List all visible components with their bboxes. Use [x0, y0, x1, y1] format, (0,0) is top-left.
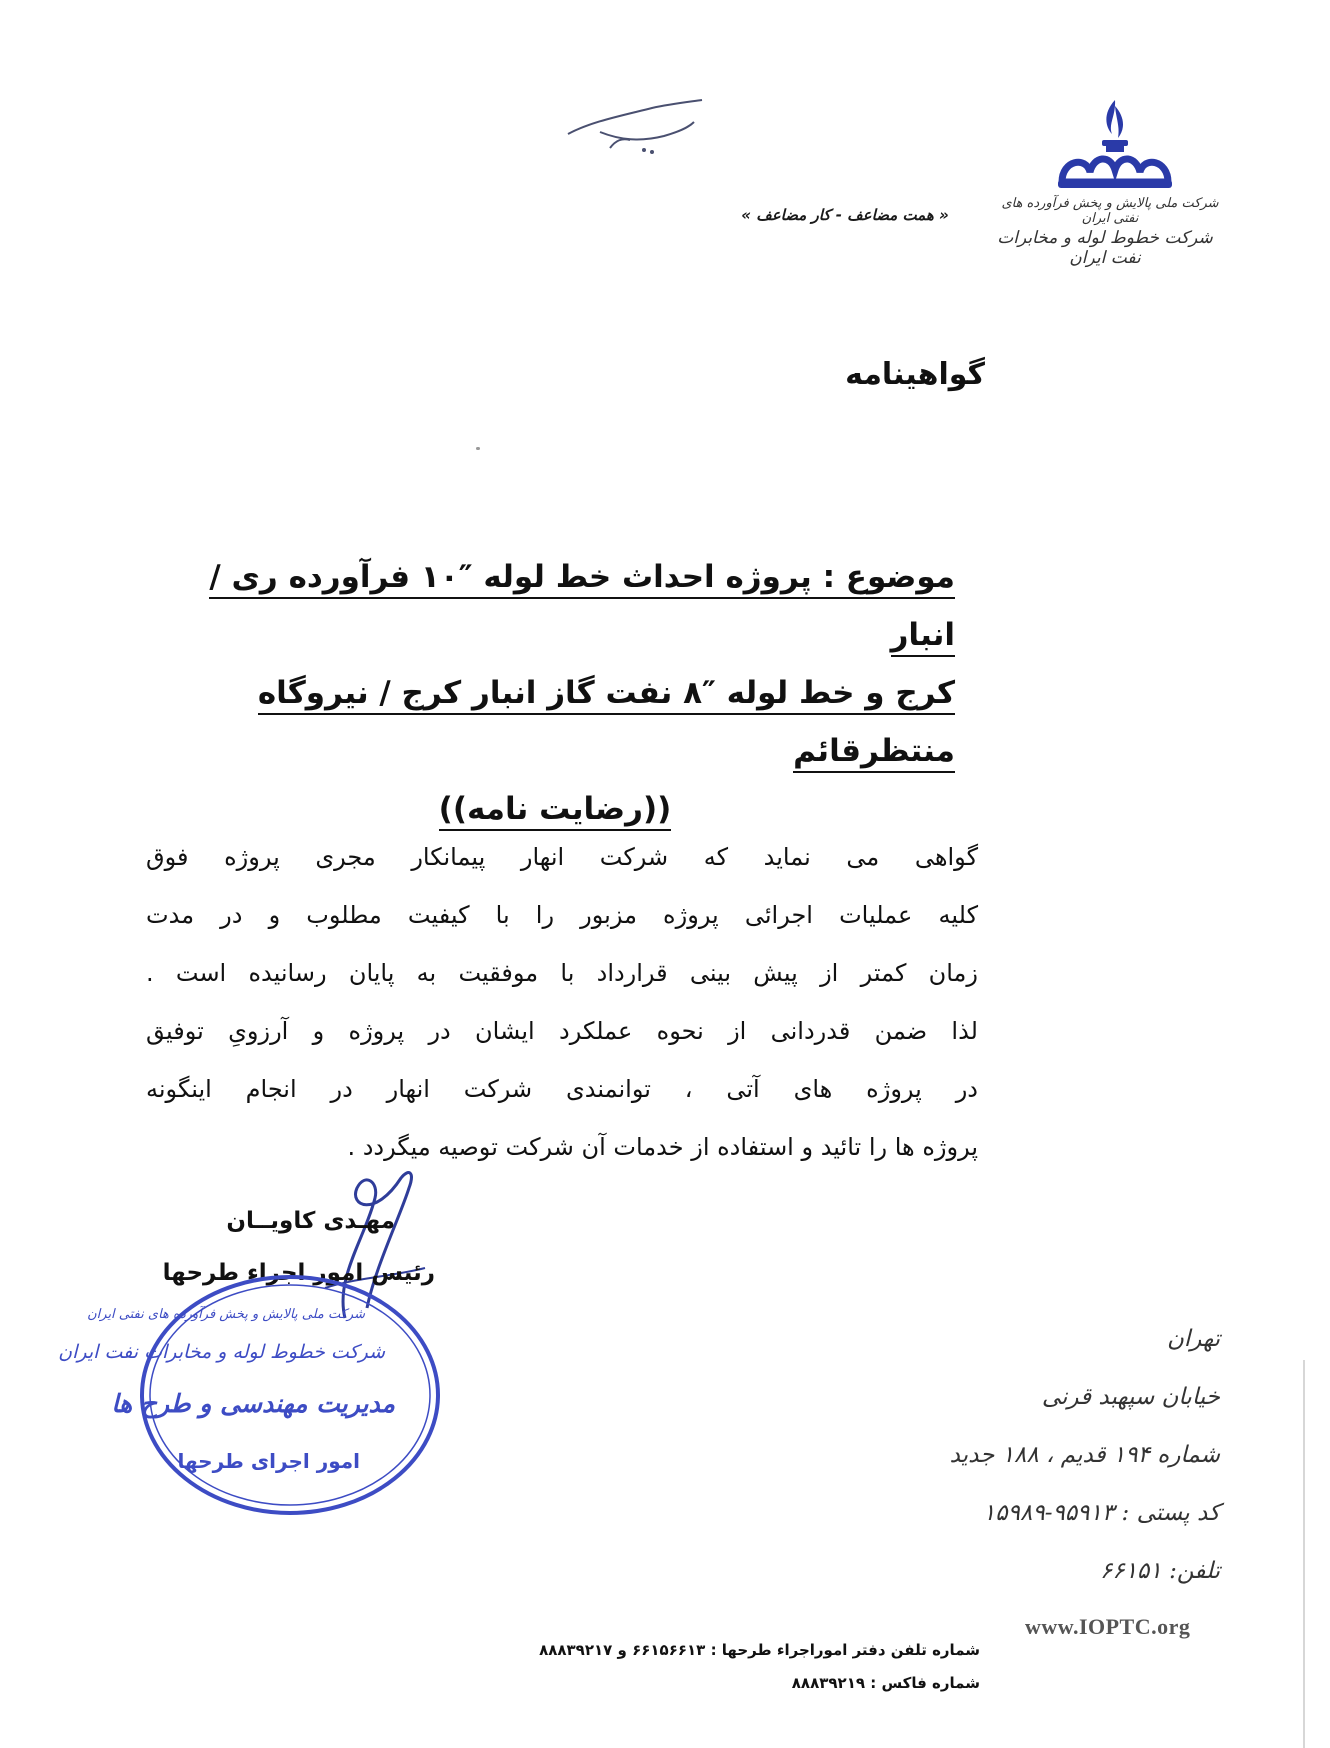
motto-text: « همت مضاعف - کار مضاعف »	[741, 206, 949, 224]
address-city: تهران	[1167, 1326, 1220, 1352]
address-number: شماره ۱۹۴ قدیم ، ۱۸۸ جدید	[949, 1442, 1220, 1468]
subject-line-2: کرج و خط لوله ″۸ نفت گاز انبار کرج / نیروگاه منتظرقائم	[258, 675, 955, 773]
signatory-role: رئیس امور اجراء طرحها	[162, 1260, 435, 1286]
subject-block	[155, 548, 955, 838]
svg-text:شرکت خطوط لوله و مخابرات نفت ا: شرکت خطوط لوله و مخابرات نفت ایران	[58, 1341, 385, 1363]
subject-line-3: ((رضایت نامه))	[439, 791, 672, 831]
document-title: گواهینامه	[845, 357, 985, 392]
scan-edge-line	[1303, 1360, 1305, 1748]
address-street: خیابان سپهبد قرنی	[1041, 1384, 1220, 1410]
svg-text:امور اجرای طرحها: امور اجرای طرحها	[177, 1449, 360, 1473]
footer-contact	[539, 1634, 980, 1700]
company-name-line-2: شرکت خطوط لوله و مخابرات نفت ایران	[997, 228, 1213, 268]
footer-phone-line: شماره تلفن دفتر اموراجراء طرحها : ۶۶۱۵۶۶۱۳ و ۸۸۸۳۹۲۱۷	[539, 1641, 980, 1659]
official-stamp-seal	[58, 1270, 445, 1520]
company-name-line-1: شرکت ملی پالایش و پخش فرآورده های نفتی ایران	[1001, 196, 1219, 226]
body-line-1: گواهی می نماید که شرکت انهار پیمانکار مجری پروژه فوق	[146, 843, 978, 871]
footer-fax-line: شماره فاکس : ۸۸۸۳۹۲۱۹	[791, 1674, 980, 1692]
svg-text:مدیریت مهندسی و طرح ها: مدیریت مهندسی و طرح ها	[111, 1389, 395, 1418]
website-link[interactable]: www.IOPTC.org	[1025, 1614, 1191, 1639]
body-paragraph	[146, 828, 978, 1176]
body-line-5: در پروژه های آتی ، توانمندی شرکت انهار در انجام اینگونه	[146, 1075, 978, 1103]
address-phone: تلفن: ۶۶۱۵۱	[1100, 1558, 1220, 1584]
address-postal-code: کد پستی : ۹۵۹۱۳-۱۵۹۸۹	[982, 1500, 1220, 1526]
body-line-4: لذا ضمن قدردانی از نحوه عملکرد ایشان در پروژه و آرزویِ توفیق	[146, 1017, 978, 1045]
body-line-2: کلیه عملیات اجرائی پروژه مزبور را با کیفیت مطلوب و در مدت	[146, 901, 978, 929]
flame-logo-icon	[1050, 96, 1180, 196]
subject-line-1: موضوع : پروژه احداث خط لوله ″۱۰ فرآورده ری / انبار	[209, 559, 955, 657]
scan-speck	[476, 447, 480, 450]
svg-text:شرکت ملی پالایش و پخش فرآورده: شرکت ملی پالایش و پخش فرآورده های نفتی ایران	[87, 1307, 365, 1322]
address-block	[950, 1310, 1220, 1600]
signatory-name: مهـدی کاویــان	[226, 1208, 395, 1234]
body-line-6: پروژه ها را تائید و استفاده از خدمات آن شرکت توصیه میگردد .	[347, 1133, 978, 1161]
bismillah-calligraphy	[560, 92, 710, 162]
body-line-3: زمان کمتر از پیش بینی قرارداد با موفقیت به پایان رسانیده است .	[146, 959, 978, 987]
